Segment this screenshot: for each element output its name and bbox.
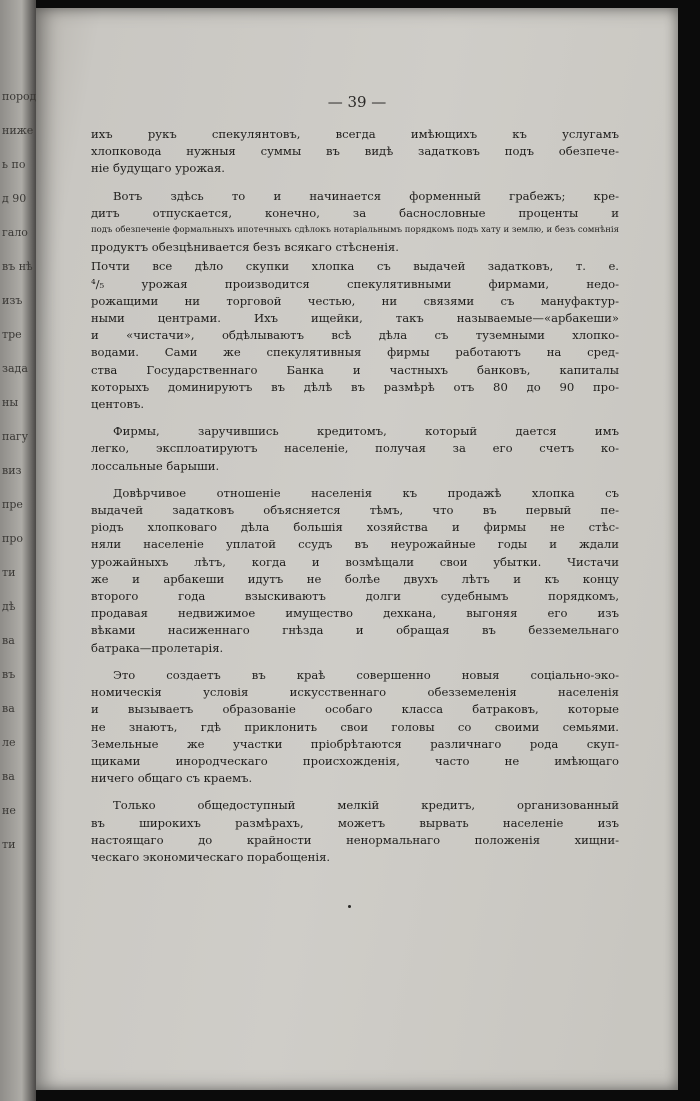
left-page-fragment: ле <box>2 736 16 749</box>
text-line: ихъ рукъ спекулянтовъ, всегда имѣющихъ къ услугамъ <box>91 127 619 141</box>
left-page-fragment: изъ <box>2 294 23 307</box>
text-line: ными центрами. Ихъ ищейки, такъ называемые—«арбакеши» <box>91 311 619 326</box>
paragraph <box>91 797 619 866</box>
left-page-fragment: зада <box>2 362 28 375</box>
left-page-fragment: ти <box>2 566 16 579</box>
left-page-fragment: ва <box>2 770 15 783</box>
left-page-fragment: пре <box>2 498 23 511</box>
text-line: же и арбакеши идутъ не болѣе двухъ лѣтъ и къ концу <box>91 571 619 586</box>
text-line: рожащими ни торговой честью, ни связями съ мануфактур- <box>91 293 619 308</box>
text-line: продавая недвижимое имущество дехкана, выгоняя его изъ <box>91 606 619 621</box>
left-page-fragment: дѣ <box>2 600 16 613</box>
text-line: ріодъ хлопковаго дѣла большія хозяйства и фирмы не стѣс- <box>91 520 619 535</box>
paragraph <box>91 188 619 257</box>
left-page-fragment: про <box>2 532 23 545</box>
text-line: и вызываетъ образованіе особаго класса батраковъ, которые <box>91 702 619 717</box>
text-line: центовъ. <box>91 397 145 412</box>
text-line: не знаютъ, гдѣ приклонить свои головы со своими семьями. <box>91 719 619 734</box>
left-page-fragment: д 90 <box>2 192 27 205</box>
left-page-fragment: виз <box>2 464 22 477</box>
text-line: Фирмы, заручившись кредитомъ, который дается имъ <box>113 424 619 439</box>
text-line: урожайныхъ лѣтъ, когда и возмѣщали свои убытки. Чистачи <box>91 554 619 569</box>
left-page-fragment: ти <box>2 838 16 851</box>
left-page-fragment: не <box>2 804 16 817</box>
text-line: вѣками насиженнаго гнѣзда и обращая въ безземельнаго <box>91 623 619 638</box>
ink-dot <box>348 905 351 908</box>
paragraph <box>91 423 619 475</box>
text-line: подъ обезпеченіе формальныхъ ипотечныхъ сдѣлокъ нотаріальнымъ порядкомъ подъ хату и землю, и безъ сомнѣнія <box>91 225 619 236</box>
left-page-fragment: въ нѣ <box>2 260 33 273</box>
text-line: выдачей задатковъ объясняется тѣмъ, что въ первый пе- <box>91 503 619 518</box>
previous-page-edge <box>0 0 36 1101</box>
left-page-fragment: пород <box>2 90 36 103</box>
left-page-fragment: въ <box>2 668 16 681</box>
text-line: настоящаго до крайности ненормальнаго положенія хищни- <box>91 832 619 847</box>
page-number: — 39 — <box>327 93 387 111</box>
text-line: дитъ отпускается, конечно, за баснословные проценты и <box>91 205 619 220</box>
paragraph <box>91 485 619 657</box>
text-line: ства Государственнаго Банка и частныхъ банковъ, капиталы <box>91 362 619 377</box>
paragraph <box>91 126 619 178</box>
text-line: номическія условія искусственнаго обезземеленія населенія <box>91 685 619 700</box>
text-line: которыхъ доминируютъ въ дѣлѣ въ размѣрѣ отъ 80 до 90 про- <box>91 379 619 394</box>
left-page-fragment: ниже <box>2 124 34 137</box>
text-line: продуктъ обезцѣнивается безъ всякаго стѣсненія. <box>91 240 399 255</box>
left-page-fragment: ва <box>2 634 15 647</box>
book-page <box>36 8 678 1090</box>
text-line: водами. Сами же спекулятивныя фирмы работаютъ на сред- <box>91 345 619 360</box>
text-line: въ широкихъ размѣрахъ, можетъ вырвать населеніе изъ <box>91 815 619 830</box>
text-line: лоссальные барыши. <box>91 458 220 473</box>
text-line: Почти все дѣло скупки хлопка съ выдачей задатковъ, т. е. <box>91 259 619 274</box>
text-line: щиками инородческаго происхожденія, часто не имѣющаго <box>91 753 619 768</box>
text-line: второго года взыскиваютъ долги судебнымъ порядкомъ, <box>91 589 619 604</box>
text-line: и «чистачи», обдѣлываютъ всѣ дѣла съ туземными хлопко- <box>91 328 619 343</box>
text-line: Вотъ здѣсь то и начинается форменный грабежъ; кре- <box>113 188 619 203</box>
text-line: ческаго экономическаго порабощенія. <box>91 849 331 864</box>
left-page-fragment: гало <box>2 226 28 239</box>
paragraph <box>91 667 619 787</box>
left-page-fragment: тре <box>2 328 22 341</box>
left-page-fragment: ны <box>2 396 19 409</box>
text-line: легко, эксплоатируютъ населеніе, получая за его счетъ ко- <box>91 441 619 456</box>
left-page-fragment: пагу <box>2 430 29 443</box>
text-line: хлопковода нужныя суммы въ видѣ задатковъ подъ обезпече- <box>91 144 619 159</box>
left-page-fragment: ва <box>2 702 15 715</box>
text-line: ⁴/₅ урожая производится спекулятивными фирмами, недо- <box>91 276 619 291</box>
body-text <box>91 126 619 876</box>
paragraph <box>91 258 619 413</box>
left-page-fragment: ь по <box>2 158 26 171</box>
text-line: няли населеніе уплатой ссудъ въ неурожайные годы и ждали <box>91 537 619 552</box>
text-line: Это создаетъ въ краѣ совершенно новыя соціально-эко- <box>113 667 619 682</box>
text-line: ніе будущаго урожая. <box>91 161 225 176</box>
text-line: Довѣрчивое отношеніе населенія къ продажѣ хлопка съ <box>113 485 619 500</box>
text-line: Земельные же участки пріобрѣтаются различнаго рода скуп- <box>91 736 619 751</box>
text-line: Только общедоступный мелкій кредитъ, организованный <box>113 798 619 813</box>
text-line: батрака—пролетарія. <box>91 640 224 655</box>
text-line: ничего общаго съ краемъ. <box>91 771 253 786</box>
